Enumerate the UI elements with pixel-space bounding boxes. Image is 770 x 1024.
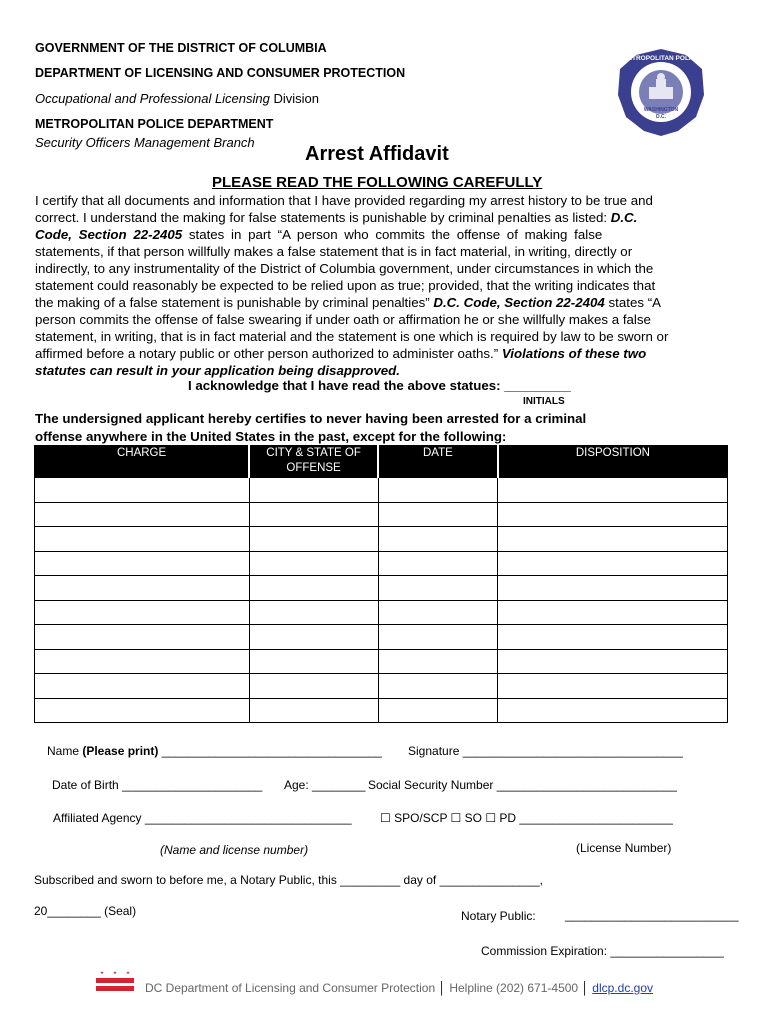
table-row (35, 527, 728, 552)
table-row (35, 649, 728, 674)
table-row (35, 674, 728, 699)
table-row (35, 502, 728, 527)
disposition-cell[interactable] (498, 625, 728, 650)
notary-signature-line[interactable]: __________________________ (565, 908, 739, 922)
charge-cell[interactable] (35, 625, 250, 650)
disposition-cell[interactable] (498, 502, 728, 527)
date-cell[interactable] (378, 625, 498, 650)
footer-dept: DC Department of Licensing and Consumer Protection (145, 981, 436, 995)
initials-label: INITIALS (523, 396, 565, 407)
police-badge-logo (616, 47, 706, 137)
certify-line: correct. I understand the making for false statements is punishable by criminal penalties as listed: D.C. (35, 210, 638, 225)
arrest-history-table (34, 445, 728, 723)
dob-field[interactable]: Date of Birth _____________________ (52, 778, 263, 792)
disposition-cell[interactable] (498, 551, 728, 576)
certify-line: statutes can result in your application being disapproved. (35, 363, 400, 378)
commission-expiration[interactable]: Commission Expiration: _________________ (481, 944, 724, 958)
dc-flag-icon (96, 970, 134, 994)
badge-dc-text: D.C. (656, 114, 666, 120)
name-field[interactable]: Name (Please print) _________________________________ (47, 744, 382, 758)
page-subtitle: PLEASE READ THE FOLLOWING CAREFULLY (212, 174, 543, 191)
city-state-cell[interactable] (249, 649, 378, 674)
table-row (35, 625, 728, 650)
city-state-cell[interactable] (249, 698, 378, 723)
city-state-cell[interactable] (249, 600, 378, 625)
agency-field[interactable]: Affiliated Agency _______________________________ (53, 811, 352, 825)
undersigned-line-2: offense anywhere in the United States in the past, except for the following: (35, 429, 507, 444)
date-cell[interactable] (378, 600, 498, 625)
city-state-cell[interactable] (249, 478, 378, 503)
charge-cell[interactable] (35, 478, 250, 503)
disposition-cell[interactable] (498, 649, 728, 674)
year-seal-line[interactable]: 20________ (Seal) (34, 904, 137, 918)
charge-cell[interactable] (35, 551, 250, 576)
header-date: DATE (378, 446, 498, 478)
table-row (35, 600, 728, 625)
badge-bottom-text: WASHINGTON (643, 107, 679, 113)
date-cell[interactable] (378, 478, 498, 503)
division-tail: Division (273, 91, 320, 106)
agency-type-options[interactable]: ☐ SPO/SCP ☐ SO ☐ PD _______________________ (380, 811, 673, 825)
disposition-cell[interactable] (498, 698, 728, 723)
mpd-heading: METROPOLITAN POLICE DEPARTMENT (35, 117, 274, 131)
gov-heading: GOVERNMENT OF THE DISTRICT OF COLUMBIA (35, 41, 327, 55)
header-city-state: CITY & STATE OF OFFENSE (249, 446, 378, 478)
certify-line: statement could reasonably be expected to be relied upon as true; provided, that the writing indicates that (35, 278, 656, 293)
undersigned-line-1: The undersigned applicant hereby certifies to never having been arrested for a criminal (35, 411, 587, 426)
table-row (35, 576, 728, 601)
date-cell[interactable] (378, 698, 498, 723)
table-row (35, 551, 728, 576)
name-license-caption: (Name and license number) (160, 843, 309, 857)
date-cell[interactable] (378, 674, 498, 699)
charge-cell[interactable] (35, 527, 250, 552)
disposition-cell[interactable] (498, 576, 728, 601)
city-state-cell[interactable] (249, 625, 378, 650)
certify-line: statement, in writing, that is in fact material and the statement is one which is required by law to be sworn or (35, 329, 669, 344)
certify-line: I certify that all documents and information that I have provided regarding my arrest history to be true and (35, 193, 653, 208)
charge-cell[interactable] (35, 674, 250, 699)
date-cell[interactable] (378, 649, 498, 674)
certify-line: indirectly, to any instrumentality of the District of Columbia government, under circumstances in which the (35, 261, 654, 276)
footer-link[interactable]: dlcp.dc.gov (592, 981, 653, 995)
charge-cell[interactable] (35, 649, 250, 674)
charge-cell[interactable] (35, 600, 250, 625)
charge-cell[interactable] (35, 576, 250, 601)
header-charge: CHARGE (35, 446, 250, 478)
city-state-cell[interactable] (249, 527, 378, 552)
ssn-field[interactable]: Social Security Number ___________________________ (368, 778, 677, 792)
acknowledge-line[interactable]: I acknowledge that I have read the above statues: _________ (188, 378, 571, 393)
date-cell[interactable] (378, 551, 498, 576)
signature-field[interactable]: Signature _________________________________ (408, 744, 683, 758)
dept-heading: DEPARTMENT OF LICENSING AND CONSUMER PROTECTION (35, 66, 406, 80)
disposition-cell[interactable] (498, 600, 728, 625)
header-disposition: DISPOSITION (498, 446, 728, 478)
charge-cell[interactable] (35, 502, 250, 527)
age-field[interactable]: Age: ________ (284, 778, 366, 792)
disposition-cell[interactable] (498, 674, 728, 699)
certify-line: person commits the offense of false swearing if under oath or affirmation he or she willfully makes a false (35, 312, 651, 327)
certify-line: affirmed before a notary public or other person authorized to administer oaths.” Violations of these two (35, 346, 647, 361)
table-header-row (35, 446, 728, 478)
disposition-cell[interactable] (498, 527, 728, 552)
division-line (35, 91, 319, 106)
page-title: Arrest Affidavit (305, 143, 449, 165)
table-row (35, 698, 728, 723)
footer-helpline: Helpline (202) 671-4500 (449, 981, 579, 995)
date-cell[interactable] (378, 576, 498, 601)
license-number-caption: (License Number) (576, 841, 672, 855)
date-cell[interactable] (378, 527, 498, 552)
certify-paragraph (35, 192, 730, 379)
table-row (35, 478, 728, 503)
notary-label: Notary Public: (461, 909, 536, 923)
city-state-cell[interactable] (249, 674, 378, 699)
disposition-cell[interactable] (498, 478, 728, 503)
footer: DC Department of Licensing and Consumer Protection │ Helpline (202) 671-4500 │ dlcp.dc.gov (145, 981, 653, 995)
city-state-cell[interactable] (249, 551, 378, 576)
division-italic: Occupational and Professional Licensing (35, 91, 270, 106)
date-cell[interactable] (378, 502, 498, 527)
charge-cell[interactable] (35, 698, 250, 723)
badge-top-text: METROPOLITAN POLICE (622, 55, 700, 62)
city-state-cell[interactable] (249, 576, 378, 601)
certify-line: the making of a false statement is punishable by criminal penalties” D.C. Code, Section 22-2404 states “A (35, 295, 661, 310)
branch-line: Security Officers Management Branch (35, 135, 255, 150)
city-state-cell[interactable] (249, 502, 378, 527)
certify-line: statements, if that person willfully makes a false statement that is in fact material, in writing, directly or (35, 244, 633, 259)
subscribed-line[interactable]: Subscribed and sworn to before me, a Notary Public, this _________ day of _______________, (34, 873, 544, 887)
certify-line: Code, Section 22-2405 states in part “A person who commits the offense of making false (35, 227, 603, 242)
